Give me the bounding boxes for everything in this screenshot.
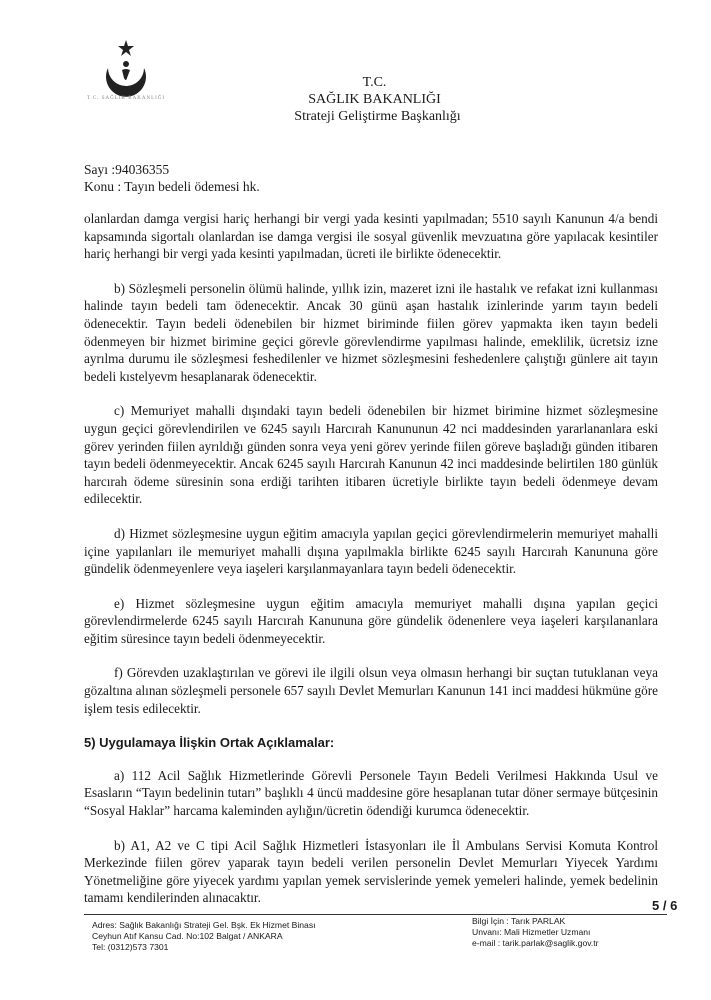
footer-address <box>92 920 316 953</box>
header-ministry: SAĞLIK BAKANLIĞI <box>308 92 441 107</box>
paragraph-5a: a) 112 Acil Sağlık Hizmetlerinde Görevli Personele Tayın Bedeli Verilmesi Hakkında Usul ve Esasların “Tayın bedelinin tutarı” başlıklı 4 üncü maddesine göre hesaplanan tutar döner sermaye bütçesinin “Sosyal Haklar” harcama kaleminden aylığın/ücretin ödendiği kurumca ödenecektir. <box>84 767 658 819</box>
contact-title: Unvanı: Mali Hizmetler Uzmanı <box>472 927 591 937</box>
address-line-2: Ceyhun Atıf Kansu Cad. No:102 Balgat / ANKARA <box>92 931 283 941</box>
footer-divider <box>84 914 667 915</box>
reference-number: Sayı :94036355 <box>84 162 170 177</box>
paragraph-5b: b) A1, A2 ve C tipi Acil Sağlık Hizmetleri İstasyonları ile İl Ambulans Servisi Komuta Kontrol Merkezinde fiilen görev yaparak tayın bedeli verilen personelin Devlet Memurları Yiyecek Yardımı Yönetmeliğine göre yiyecek yardımı yapılan yemek servislerinde yemek yemeleri halinde, yemek bedelinin tamamı kendilerinden alınacaktır. <box>84 837 658 906</box>
logo-caption: T.C. SAĞLIK BAKANLIĞI <box>86 96 166 101</box>
paragraph-continued: olanlardan damga vergisi hariç herhangi bir vergi yada kesinti yapılmadan; 5510 sayılı Kanunun 4/a bendi kapsamında sigortalı olanlardan ise damga vergisi ile sosyal güvenlik mevzuatına göre yapılacak kesintiler hariç herhangi bir vergi yada kesinti yapılmadan, ücreti ile birlikte ödenecektir. <box>84 211 658 262</box>
letter-header <box>0 74 711 125</box>
paragraph-c: c) Memuriyet mahalli dışındaki tayın bedeli ödenebilen bir hizmet birimine hizmet sözleşmesine uygun geçici görevlendirilen ve 6245 sayılı Harcırah Kanununun 42 nci maddesinden yararlananlara eski görev yerinden fiilen ayrıldığı günden sonra veya yeni görev yerinde fiilen göreve başladığı günden itibaren tayın bedeli ödenmeyecektir. Ancak 6245 sayılı Harcırah Kanunun 42 inci maddesinde belirtilen 180 günlük harcırah ödeme süresinin sona erdiği tarihten itibaren ücretiyle birlikte tayın bedeli ödenmeye devam edilecektir. <box>84 403 658 507</box>
paragraph-e: e) Hizmet sözleşmesine uygun eğitim amacıyla memuriyet mahalli dışına yapılan geçici görevlendirmelerde 6245 sayılı Harcırah Kanununa göre gündelik ödenenlere veya iaşeleri karşılananlara eğitim süresince tayın bedeli ödenmeyecektir. <box>84 595 658 646</box>
letter-subject: Konu : Tayın bedeli ödemesi hk. <box>84 179 260 194</box>
contact-email: e-mail : tarik.parlak@saglik.gov.tr <box>472 938 599 948</box>
paragraph-d: d) Hizmet sözleşmesine uygun eğitim amacıyla yapılan geçici görevlendirmelerin memuriyet mahalli içine yapılanları ile memuriyet mahalli dışına yapılmakla birlikte 6245 sayılı Harcırah Kanununa göre gündelik ödenmeyenlere veya iaşeleri karşılanmayanlara tayın bedeli ödenecektir. <box>84 525 658 577</box>
page-number: 5 / 6 <box>652 898 678 913</box>
section-heading-5: 5) Uygulamaya İlişkin Ortak Açıklamalar: <box>84 735 335 751</box>
paragraph-b: b) Sözleşmeli personelin ölümü halinde, yıllık izin, mazeret izni ile hastalık ve refakat izni kullanması halinde tayın bedeli tam ödenecektir. Ancak 30 günü aşan hastalık izinlerinde yarım tayın bedeli ödenecektir. Tayın bedeli ödenebilen bir hizmet biriminde fiilen görev yapmakta iken tayın bedeli ödenmeyen bir hizmet birimine geçici görevle görevlendirme yapılması halinde, emeklilik, ücretsiz izne ayrılma durumu ile sözleşmesi feshedilenler ve hizmet sözleşmesini feshedenlere çalıştığı günlere ait tayın bedeli kıstelyevm hesaplanarak ödenecektir. <box>84 280 658 384</box>
phone-number: Tel: (0312)573 7301 <box>92 942 169 952</box>
letter-meta <box>84 161 260 195</box>
contact-name: Bilgi İçin : Tarık PARLAK <box>472 916 566 926</box>
letter-body <box>84 210 658 907</box>
address-line-1: Adres: Sağlık Bakanlığı Strateji Gel. Bşk. Ek Hizmet Binası <box>92 920 316 930</box>
paragraph-f: f) Görevden uzaklaştırılan ve görevi ile ilgili olsun veya olmasın herhangi bir suçtan tutuklanan veya gözaltına alınan sözleşmeli personele 657 sayılı Devlet Memurları Kanunun 141 inci maddesi hükmüne göre işlem tesis edilecektir. <box>84 665 658 716</box>
header-department: Strateji Geliştirme Başkanlığı <box>294 109 461 124</box>
footer-contact <box>472 916 599 949</box>
header-tc: T.C. <box>362 75 387 90</box>
